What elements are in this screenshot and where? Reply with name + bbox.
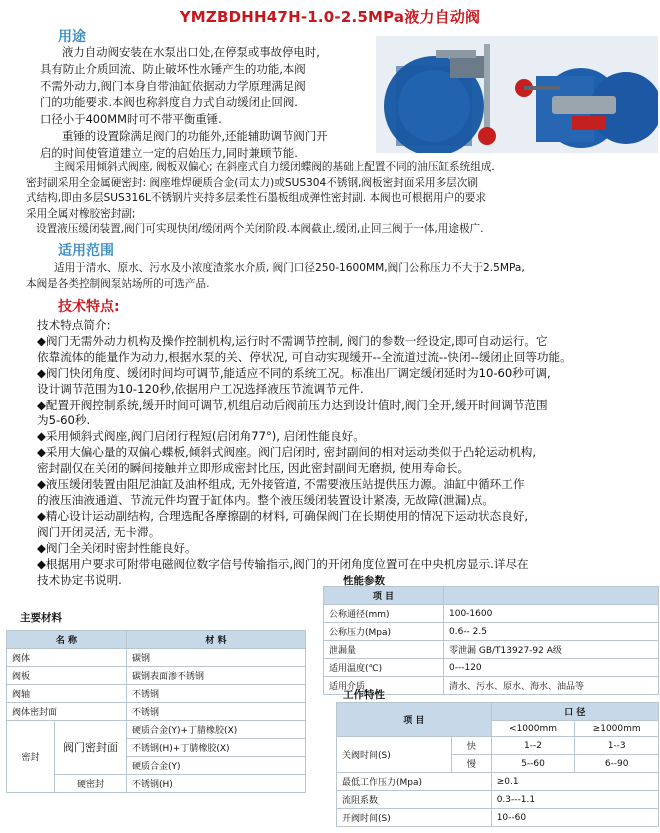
material-value: 硬质合金(Y) [127, 757, 306, 775]
slow-small-value: 5--60 [491, 755, 575, 773]
table-row [337, 737, 659, 755]
valve-illustration [376, 36, 658, 153]
feature-line: ◆精心设计运动副结构, 合理选配各摩擦副的材料, 可确保阀门在长期使用的情况下运动状态良好, [37, 508, 529, 523]
material-value: 不锈钢 [127, 685, 306, 703]
feature-line: ◆液压缓闭装置由阻尼油缸及油杯组成, 无外接管道, 不需要液压站提供压力源。油缸中循环工作 [37, 477, 525, 492]
valve-seal-label: 阀门密封面 [55, 721, 127, 775]
page-title: YMZBDHH47H-1.0-2.5MPa液力自动阀 [179, 8, 481, 26]
open-time-value: 10--60 [491, 809, 658, 827]
fast-large-value: 1--3 [575, 737, 659, 755]
feature-line: 技术协定书说明. [37, 572, 122, 587]
usage-line: 液力自动阀安装在水泵出口处,在停泵或事故停电时, [62, 45, 320, 59]
usage-line: 具有防止介质回流、防止破坏性水锤产生的功能,本阀 [40, 61, 306, 76]
feature-line: ◆阀门无需外动力机构及操作控制机构,运行时不需调节控制, 阀门的参数一经设定,即可自动运行。它 [37, 333, 548, 348]
materials-header-name: 名 称 [7, 631, 127, 649]
usage-line: 不需外动力,阀门本身自带油缸依据动力学原理满足阀 [40, 78, 306, 93]
work-header-large: ≥1000mm [575, 721, 659, 737]
material-part: 阀体密封面 [7, 703, 127, 721]
materials-table-title: 主要材料 [20, 612, 62, 624]
description-line: 采用全属对橡胶密封副; [26, 207, 136, 220]
table-row [7, 649, 306, 667]
usage-line: 口径小于400MM时可不带平衡重锤. [40, 112, 222, 127]
feature-line: ◆阀门全关闭时密封性能良好。 [37, 540, 197, 555]
material-part: 阀轴 [7, 685, 127, 703]
perf-value: 100-1600 [444, 605, 659, 623]
material-value: 硬质合金(Y)+丁腈橡胶(X) [127, 721, 306, 739]
material-value: 不锈钢(H) [127, 775, 306, 793]
features-text [37, 318, 657, 588]
work-table-title: 工作特性 [343, 689, 385, 701]
description-line: 设置液压缓闭装置,阀门可实现快闭/缓闭两个关闭阶段.本阀截止,缓闭,止回三阀于一体,用途极广. [36, 223, 484, 236]
table-row [324, 641, 659, 659]
work-header-item: 项 目 [337, 703, 492, 737]
description-line: 主阀采用倾斜式阀座, 阀板双偏心; 在斜座式自力缓闭蝶阀的基础上配置不同的油压缸系统组成. [54, 161, 495, 173]
material-part: 阀板 [7, 667, 127, 685]
perf-value: 零泄漏 GB/T13927-92 A级 [444, 641, 659, 659]
table-row [337, 791, 659, 809]
work-header-diameter: 口 径 [491, 703, 658, 721]
feature-line: ◆采用大偏心量的双偏心蝶板,倾斜式阀座。阀门启闭时, 密封副间的相对运动类似于凸轮运动机构, [37, 445, 537, 460]
table-row [324, 659, 659, 677]
perf-table-title: 性能参数 [343, 575, 385, 587]
perf-value: 0.6-- 2.5 [444, 623, 659, 641]
material-part: 阀体 [7, 649, 127, 667]
perf-table [323, 586, 659, 695]
description-text [26, 160, 656, 238]
usage-text [40, 44, 380, 162]
hard-seal-label: 硬密封 [55, 775, 127, 793]
perf-header-value [444, 587, 659, 605]
usage-line: 启的时间使管道建立一定的启始压力,同时兼顾节能. [40, 145, 298, 160]
perf-value: 0---120 [444, 659, 659, 677]
perf-header-item: 项 目 [324, 587, 444, 605]
features-heading: 技术特点: [58, 299, 120, 315]
perf-label: 泄漏量 [324, 641, 444, 659]
flow-value: 0.3---1.1 [491, 791, 658, 809]
feature-line: 设计调节范围为10-120秒,依据用户工况选择液压节流调节元件. [37, 381, 364, 396]
usage-line: 门的功能要求.本阀也称斜度自力式自动缓闭止回阀. [40, 95, 298, 110]
scope-line: 本阀是各类控制阀泵站场所的可选产品. [26, 277, 210, 290]
feature-line: 阀门开闭灵活, 无卡滞。 [37, 524, 161, 539]
feature-line: 密封副仅在关闭的瞬间接触并立即形成密封比压, 因此密封副间无磨损, 使用寿命长。 [37, 461, 470, 476]
scope-line: 适用于清水、原水、污水及小浓度渣浆水介质, 阀门口径250-1600MM,阀门公称压力不大于2.5MPa, [54, 262, 525, 274]
feature-line: 为5-60秒. [37, 413, 91, 428]
table-row [7, 703, 306, 721]
open-time-label: 开阀时间(S) [337, 809, 492, 827]
seal-label: 密封 [7, 721, 55, 793]
materials-table [6, 630, 306, 793]
perf-label: 适用介质 [324, 677, 444, 695]
table-row [7, 685, 306, 703]
feature-line: 依靠流体的能量作为动力,根据水泵的关、停状况, 可自动实现缓开--全流道过流--快闭--缓闭止回等功能。 [37, 349, 572, 364]
close-time-label: 关阀时间(S) [337, 737, 452, 773]
table-row [324, 623, 659, 641]
description-line: 密封副采用全金属硬密封: 阀座堆焊硬质合金(司太力)或SUS304不锈钢,阀板密封面采用多层次刷 [26, 176, 478, 189]
materials-header-material: 材 料 [127, 631, 306, 649]
usage-line: 重锤的设置除满足阀门的功能外,还能辅助调节阀门开 [62, 128, 328, 143]
slow-label: 慢 [452, 755, 492, 773]
product-photo [376, 36, 658, 153]
min-pressure-value: ≥0.1 [491, 773, 658, 791]
work-header-small: <1000mm [491, 721, 575, 737]
work-table [336, 702, 659, 827]
perf-value: 清水、污水、原水、海水、油品等 [444, 677, 659, 695]
usage-heading: 用途 [58, 29, 86, 45]
min-pressure-label: 最低工作压力(Mpa) [337, 773, 492, 791]
table-row [7, 721, 306, 739]
material-value: 不锈钢 [127, 703, 306, 721]
scope-heading: 适用范围 [58, 243, 114, 259]
fast-label: 快 [452, 737, 492, 755]
feature-line: ◆根据用户要求可附带电磁阀位数字信号传输指示,阀门的开闭角度位置可在中央机房显示.详尽在 [37, 556, 529, 571]
material-value: 不锈钢(H)+丁腈橡胶(X) [127, 739, 306, 757]
perf-label: 适用温度(℃) [324, 659, 444, 677]
feature-line: 的液压油液通道、节流元件均置于缸体内。整个液压缓闭装置设计紧凑, 无故障(泄漏)点。 [37, 492, 494, 507]
feature-line: ◆采用倾斜式阀座,阀门启闭行程短(启闭角77°), 启闭性能良好。 [37, 429, 365, 444]
feature-line: ◆配置开阀控制系统,缓开时间可调节,机组启动后阀前压力达到设计值时,阀门全开,缓开时间调节范围 [37, 397, 548, 412]
feature-line: 技术特点简介: [37, 318, 111, 332]
material-value: 碳钢表面渗不锈钢 [127, 667, 306, 685]
table-row [324, 605, 659, 623]
slow-large-value: 6--90 [575, 755, 659, 773]
flow-label: 流阻系数 [337, 791, 492, 809]
perf-label: 公称通径(mm) [324, 605, 444, 623]
fast-small-value: 1--2 [491, 737, 575, 755]
scope-text [26, 261, 656, 292]
material-value: 碳钢 [127, 649, 306, 667]
table-row [337, 773, 659, 791]
description-line: 式结构,即由多层SUS316L不锈钢片夹持多层柔性石墨板组成弹性密封副. 本阀也可根据用户的要求 [26, 192, 486, 205]
table-row [7, 667, 306, 685]
feature-line: ◆阀门快闭角度、缓闭时间均可调节,能适应不同的系统工况。标准出厂调定缓闭延时为10-60秒可调, [37, 365, 551, 380]
perf-label: 公称压力(Mpa) [324, 623, 444, 641]
table-row [337, 809, 659, 827]
